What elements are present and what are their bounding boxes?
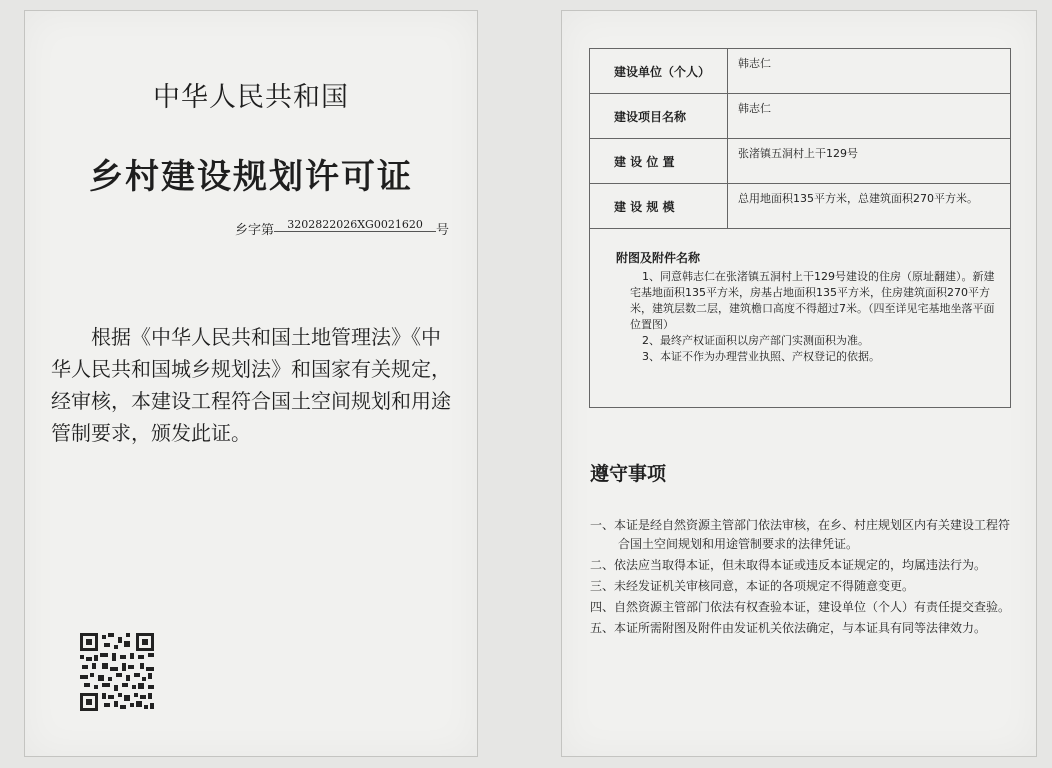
table-row	[590, 139, 1010, 184]
rules-title: 遵守事项	[590, 463, 667, 485]
number-prefix: 乡字第	[235, 223, 275, 238]
certificate-number	[235, 219, 449, 238]
number-suffix: 号	[436, 223, 450, 238]
rule-item: 五、本证所需附图及附件由发证机关依法确定，与本证具有同等法律效力。	[590, 621, 987, 635]
table-row	[590, 94, 1010, 139]
project-info-table	[589, 48, 1011, 408]
right-page	[561, 10, 1037, 757]
rule-item: 二、依法应当取得本证，但未取得本证或违反本证规定的，均属违法行为。	[590, 558, 987, 572]
preamble-text: 根据《中华人民共和国土地管理法》《中华人民共和国城乡规划法》和国家有关规定，经审核，本建设工程符合国土空间规划和用途管制要求，颁发此证。	[51, 325, 451, 445]
rule-item: 一、本证是经自然资源主管部门依法审核，在乡、村庄规划区内有关建设工程符合国土空间规划和用途管制要求的法律凭证。	[590, 518, 1011, 551]
left-page	[24, 10, 478, 757]
nation-heading: 中华人民共和国	[153, 82, 349, 113]
row-label: 建 设 规 模	[590, 184, 728, 228]
rules-list	[590, 516, 1010, 640]
attachment-item: 3、本证不作为办理营业执照、产权登记的依据。	[642, 350, 880, 363]
row-label: 建 设 位 置	[590, 139, 728, 183]
qr-code-icon	[80, 633, 154, 711]
rule-item: 三、未经发证机关审核同意，本证的各项规定不得随意变更。	[590, 579, 915, 593]
row-value: 张渚镇五洞村上干129号	[738, 147, 858, 160]
attachment-item: 1、同意韩志仁在张渚镇五洞村上干129号建设的住房（原址翻建）。新建宅基地面积135平方米，房基占地面积135平方米，住房建筑面积270平方米，建筑层数二层，建筑檐口高度不得超过7米。（四至详见宅基地坐落平面位置图）	[630, 270, 995, 331]
rule-item: 四、自然资源主管部门依法有权查验本证，建设单位（个人）有责任提交查验。	[590, 600, 1011, 614]
row-label: 建设单位（个人）	[590, 49, 728, 93]
row-value: 总用地面积135平方米，总建筑面积270平方米。	[738, 192, 978, 205]
attachments-title: 附图及附件名称	[616, 251, 701, 265]
row-value: 韩志仁	[738, 57, 771, 70]
table-row	[590, 49, 1010, 94]
number-value: 3202822026XG0021620	[274, 218, 436, 232]
certificate-title: 乡村建设规划许可证	[89, 157, 413, 197]
table-row	[590, 184, 1010, 229]
row-label: 建设项目名称	[590, 94, 728, 138]
attachment-item: 2、最终产权证面积以房产部门实测面积为准。	[642, 334, 869, 347]
row-value: 韩志仁	[738, 102, 771, 115]
attachments-list	[630, 269, 1002, 365]
